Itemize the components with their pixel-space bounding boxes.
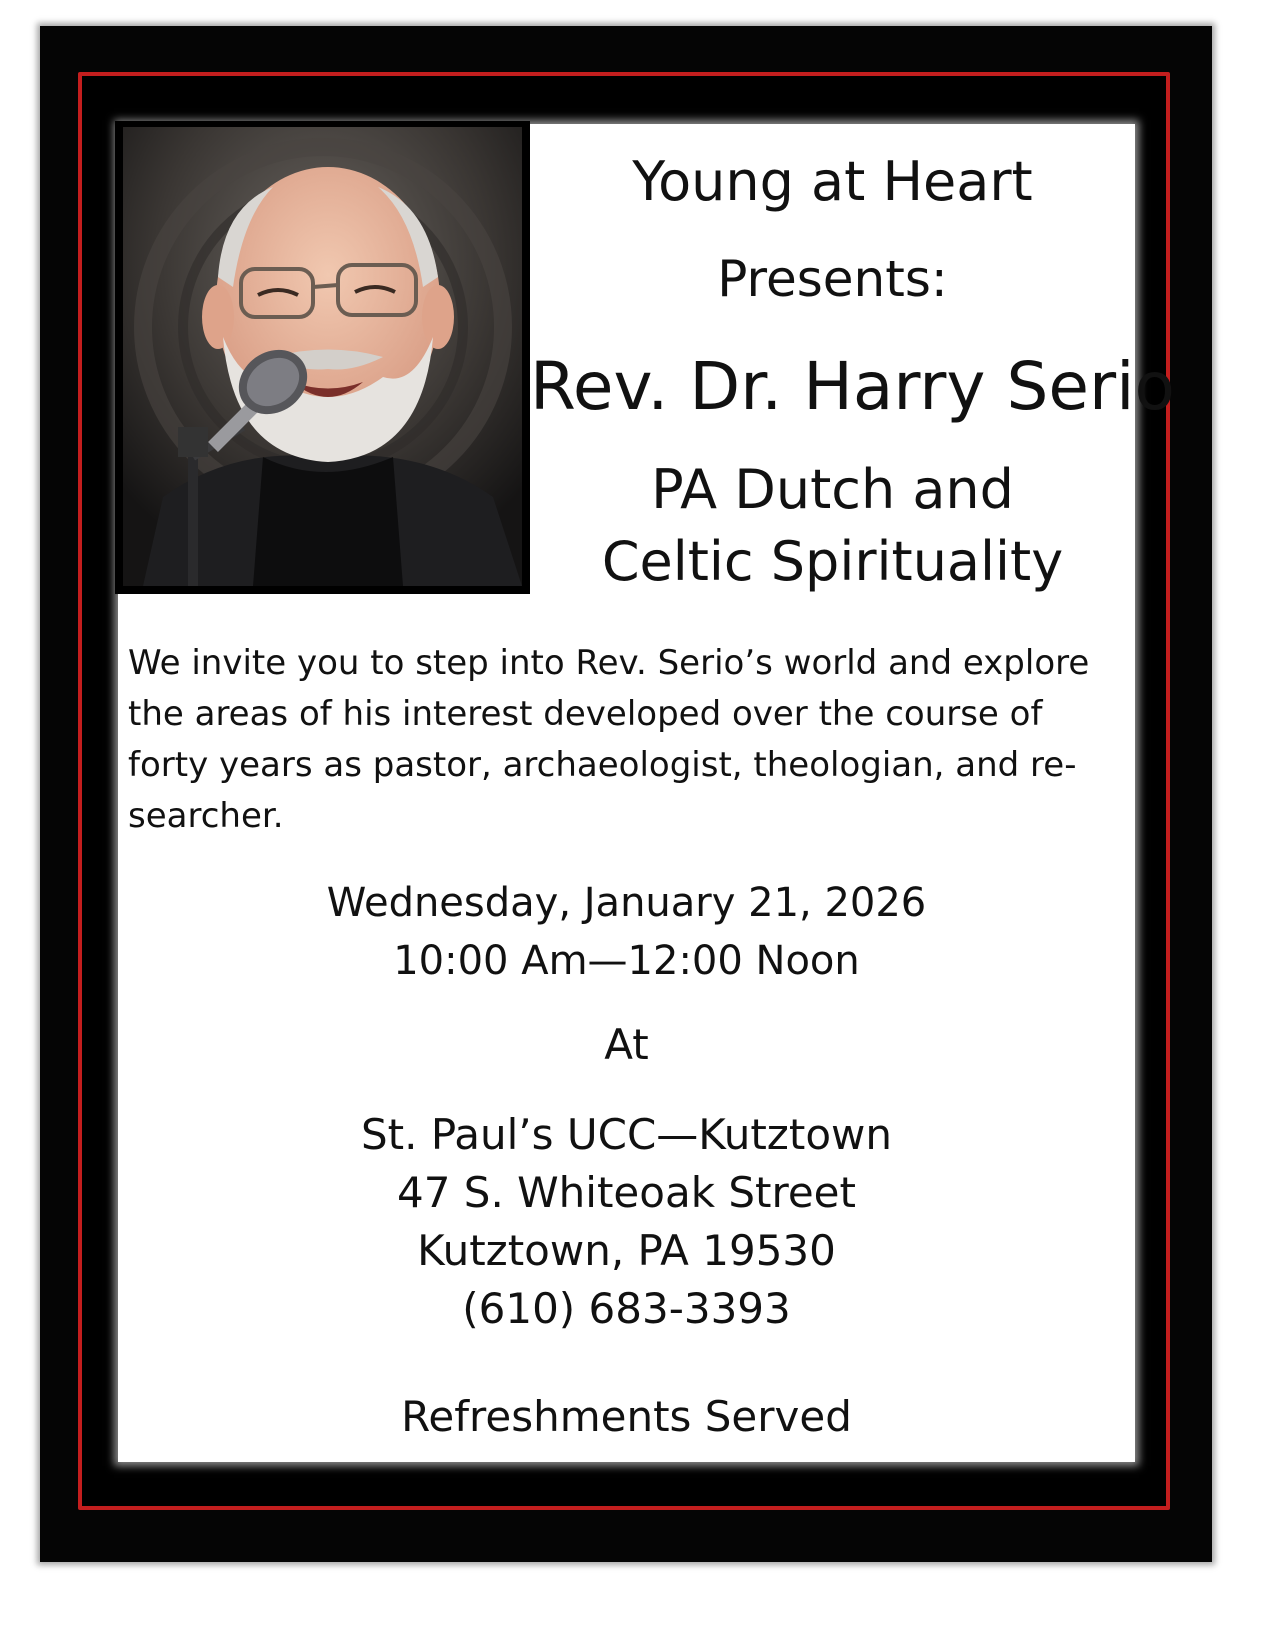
at-label: At — [604, 1020, 649, 1069]
invitation-line: We invite you to step into Rev. Serio’s world and explore — [128, 643, 1090, 683]
invitation-line: searcher. — [128, 796, 284, 836]
venue-city: Kutztown, PA 19530 — [417, 1226, 836, 1275]
speaker-photo-frame — [115, 121, 530, 594]
speaker-portrait-illustration — [123, 127, 522, 586]
topic-line-1: PA Dutch and — [651, 458, 1014, 521]
invitation-line: the areas of his interest developed over the course of — [128, 694, 1043, 734]
invitation-paragraph — [128, 638, 1128, 842]
event-date: Wednesday, January 21, 2026 — [326, 880, 927, 926]
venue-phone: (610) 683-3393 — [462, 1284, 791, 1333]
topic-line-2: Celtic Spirituality — [601, 530, 1064, 593]
program-title: Young at Heart — [632, 150, 1033, 213]
venue-street: 47 S. Whiteoak Street — [396, 1168, 856, 1217]
refreshments-note: Refreshments Served — [401, 1392, 852, 1441]
presents-label: Presents: — [717, 250, 948, 308]
event-time: 10:00 Am—12:00 Noon — [393, 938, 860, 984]
venue-name: St. Paul’s UCC—Kutztown — [361, 1110, 892, 1159]
speaker-name: Rev. Dr. Harry Serio — [530, 348, 1175, 425]
invitation-line: forty years as pastor, archaeologist, theologian, and re- — [128, 745, 1077, 785]
speaker-photo — [123, 127, 522, 586]
